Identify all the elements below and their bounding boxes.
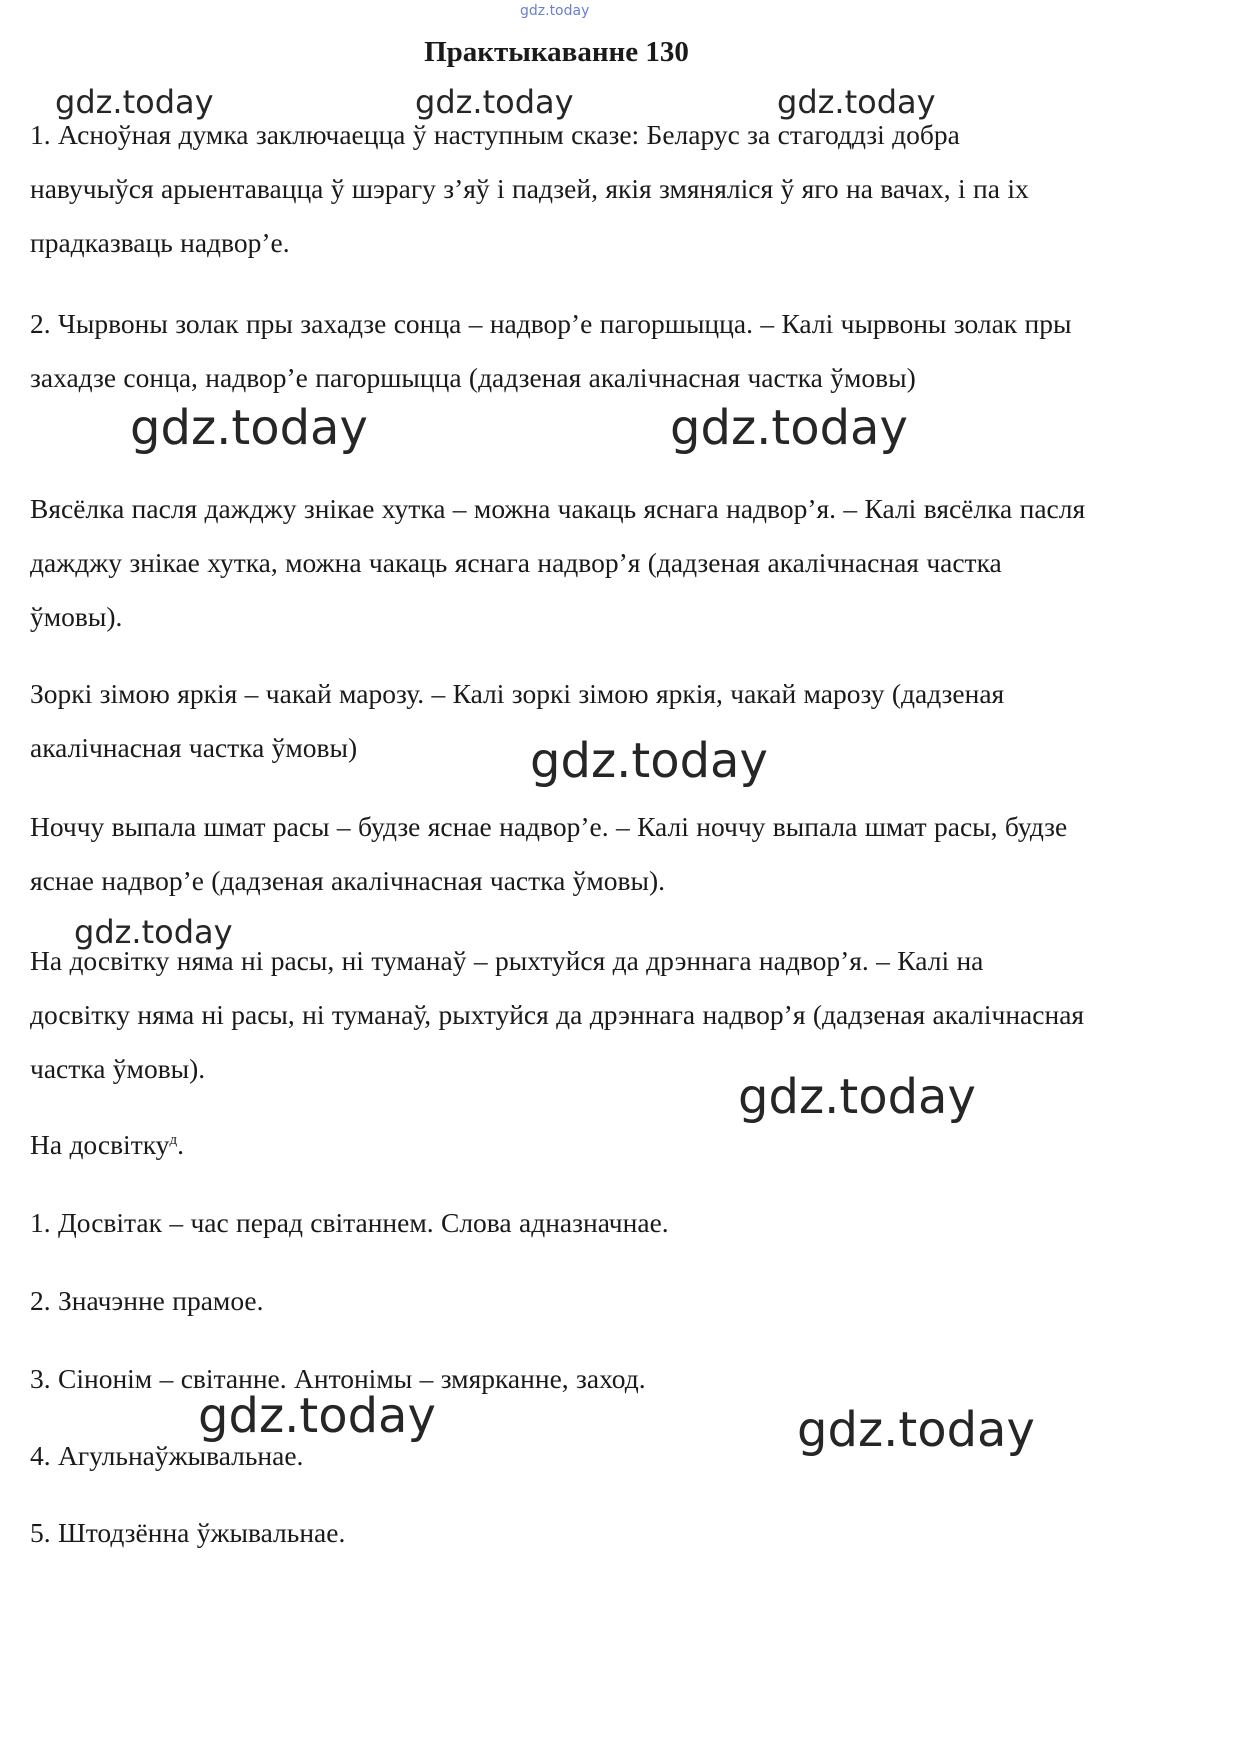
watermark: gdz.today xyxy=(198,1388,436,1444)
watermark: gdz.today xyxy=(797,1402,1035,1458)
paragraph-dew: Ноччу выпала шмат расы – будзе яснае надвор’е. – Калі ноччу выпала шмат расы, будзе яснае надвор’е (дадзеная акалічнасная частка ўмовы). xyxy=(30,811,1068,896)
watermark: gdz.today xyxy=(530,733,768,789)
paragraph-rainbow: Вясёлка пасля дажджу знікае хутка – можна чакаць яснага надвор’я. – Калі вясёлка пасля дажджу знікае хутка, можна чакаць яснага надвор’я (дадзеная акалічнасная частка ўмовы). xyxy=(30,493,1086,632)
paragraph-red-glow: 2. Чырвоны золак пры захадзе сонца – надвор’е пагоршыцца. – Калі чырвоны золак пры захадзе сонца, надвор’е пагоршыцца (дадзеная акалічнасная частка ўмовы) xyxy=(30,308,1072,393)
paragraph-main-idea: 1. Асноўная думка заключаецца ў наступным сказе: Беларус за стагоддзі добра навучыўся арыентавацца ў шэрагу з’яў і падзей, якія змяняліся ў яго на вачах, і па іх прадказваць надвор’е. xyxy=(30,119,1029,258)
watermark: gdz.today xyxy=(415,83,574,121)
word-heading-mark: д xyxy=(169,1131,178,1148)
watermark: gdz.today xyxy=(670,400,908,456)
word-heading-text: На досвітку xyxy=(30,1129,170,1160)
watermark: gdz.today xyxy=(738,1069,976,1125)
list-item-1: 1. Досвітак – час перад світаннем. Слова адназначнае. xyxy=(30,1207,669,1238)
page-title: Практыкаванне 130 xyxy=(424,36,689,68)
watermark: gdz.today xyxy=(74,913,233,951)
watermark: gdz.today xyxy=(130,400,368,456)
watermark: gdz.today xyxy=(55,83,214,121)
watermark-top: gdz.today xyxy=(520,3,590,19)
list-item-4: 4. Агульнаўжывальнае. xyxy=(30,1440,304,1471)
list-item-3: 3. Сінонім – світанне. Антонімы – змярканне, заход. xyxy=(30,1363,646,1394)
watermark: gdz.today xyxy=(777,83,936,121)
paragraph-stars: Зоркі зімою яркія – чакай марозу. – Калі зоркі зімою яркія, чакай марозу (дадзеная акалічнасная частка ўмовы) xyxy=(30,678,1005,763)
paragraph-dawn: На досвітку няма ні расы, ні туманаў – рыхтуйся да дрэннага надвор’я. – Калі на досвітку няма ні расы, ні туманаў, рыхтуйся да дрэннага надвор’я (дадзеная акалічнасная частка ўмовы). xyxy=(30,945,1085,1084)
word-heading-end: . xyxy=(177,1129,184,1160)
list-item-5: 5. Штодзённа ўжывальнае. xyxy=(30,1517,346,1548)
list-item-2: 2. Значэнне прамое. xyxy=(30,1285,264,1316)
paragraph-word-heading xyxy=(30,1118,1088,1172)
